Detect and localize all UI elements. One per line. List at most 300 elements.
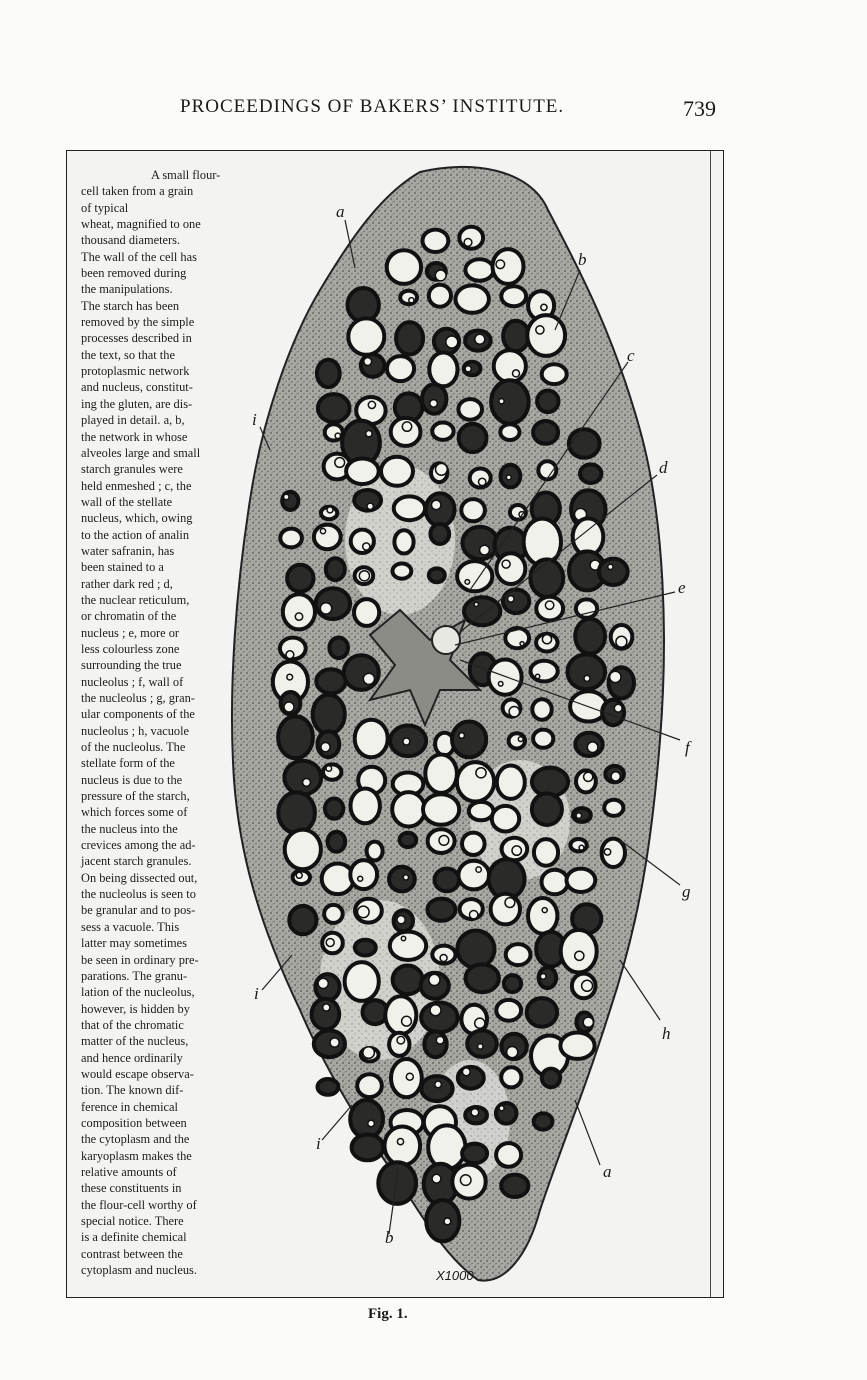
starch-alveole	[569, 429, 600, 458]
small-starch-granule	[359, 571, 369, 581]
small-starch-granule	[610, 671, 621, 682]
starch-alveole	[534, 839, 558, 866]
small-starch-granule	[326, 766, 332, 772]
caption-line: ular components of the	[81, 707, 195, 722]
caption-line: nucleus is due to the	[81, 772, 183, 787]
starch-alveole	[542, 870, 568, 895]
starch-alveole	[492, 806, 519, 832]
small-starch-granule	[436, 1036, 444, 1044]
caption-line: The starch has been	[81, 298, 180, 313]
starch-alveole	[287, 565, 313, 592]
starch-alveole	[278, 716, 313, 758]
small-starch-granule	[403, 875, 408, 880]
starch-alveole	[506, 944, 531, 965]
caption-line: relative amounts of	[81, 1164, 177, 1179]
caption-line: alveoles large and small	[81, 445, 201, 460]
starch-alveole	[344, 655, 379, 690]
starch-alveole	[528, 898, 557, 934]
small-starch-granule	[430, 1005, 441, 1016]
caption-line: nucleolus ; h, vacuole	[81, 723, 190, 738]
caption-line: parations. The granu-	[81, 968, 188, 983]
starch-alveole	[532, 699, 551, 719]
caption-line: that of the chromatic	[81, 1017, 184, 1032]
caption-line: be granular and to pos-	[81, 903, 196, 918]
starch-alveole	[560, 1033, 594, 1059]
starch-alveole	[355, 720, 388, 758]
small-starch-granule	[542, 908, 547, 913]
starch-alveole	[501, 1175, 528, 1197]
starch-alveole	[570, 839, 586, 851]
starch-alveole	[599, 559, 628, 585]
starch-alveole	[316, 669, 345, 693]
small-starch-granule	[296, 872, 302, 878]
caption-line: the flour-cell worthy of	[81, 1197, 197, 1212]
starch-alveole	[346, 459, 379, 485]
starch-alveole	[462, 833, 485, 855]
label-a-bottom: a	[603, 1162, 612, 1181]
small-starch-granule	[498, 682, 503, 687]
starch-alveole	[542, 364, 567, 384]
small-starch-granule	[471, 1109, 479, 1117]
caption-line: jacent starch granules.	[81, 854, 192, 869]
caption-line: of the nucleolus. The	[81, 740, 186, 755]
starch-alveole	[503, 321, 529, 352]
caption-line: however, is hidden by	[81, 1001, 190, 1016]
starch-alveole	[429, 568, 445, 582]
starch-alveole	[400, 291, 417, 304]
starch-alveole	[496, 1143, 521, 1167]
starch-alveole	[489, 660, 522, 695]
starch-alveole	[325, 799, 343, 819]
small-starch-granule	[363, 1047, 375, 1059]
starch-alveole	[527, 315, 565, 356]
starch-alveole	[424, 1031, 446, 1057]
label-i-top: i	[252, 410, 257, 429]
label-a-top: a	[336, 202, 345, 221]
small-starch-granule	[287, 674, 293, 680]
caption-line: been stained to a	[81, 560, 164, 575]
label-g: g	[682, 882, 691, 901]
small-starch-granule	[506, 475, 511, 480]
starch-alveole	[532, 793, 562, 825]
starch-alveole	[314, 1031, 345, 1058]
starch-alveole	[432, 423, 453, 440]
small-starch-granule	[444, 1218, 451, 1225]
small-starch-granule	[358, 876, 363, 881]
small-starch-granule	[575, 951, 584, 960]
starch-alveole	[285, 830, 321, 870]
small-starch-granule	[446, 336, 458, 348]
caption-line: matter of the nucleus,	[81, 1034, 189, 1049]
caption-line: the nucleolus is seen to	[81, 887, 196, 902]
small-starch-granule	[535, 674, 539, 678]
small-starch-granule	[366, 431, 372, 437]
label-f: f	[685, 738, 690, 757]
starch-alveole	[421, 1076, 452, 1101]
running-title: PROCEEDINGS OF BAKERS’ INSTITUTE.	[180, 96, 565, 117]
small-starch-granule	[502, 560, 510, 568]
starch-alveole	[354, 599, 379, 626]
caption-line: A small flour-	[151, 168, 221, 182]
starch-alveole	[500, 424, 519, 440]
small-starch-granule	[440, 955, 447, 962]
small-starch-granule	[611, 772, 620, 781]
caption-line: nucleus, which, owing	[81, 511, 193, 526]
caption-line: played in detail. a, b,	[81, 413, 185, 428]
caption-line: crevices among the ad-	[81, 838, 196, 853]
starch-alveole	[385, 996, 416, 1034]
small-starch-granule	[358, 906, 370, 918]
starch-alveole	[456, 285, 489, 312]
label-b-top: b	[578, 250, 587, 269]
small-starch-granule	[403, 738, 410, 745]
small-starch-granule	[460, 1175, 471, 1186]
starch-alveole	[316, 588, 350, 619]
small-starch-granule	[439, 836, 449, 846]
small-starch-granule	[540, 974, 546, 980]
caption-line: composition between	[81, 1115, 187, 1130]
caption-line: the cytoplasm and the	[81, 1132, 190, 1147]
caption-line: cytoplasm and nucleus.	[81, 1263, 197, 1278]
small-starch-granule	[542, 635, 551, 644]
starch-alveole	[400, 833, 417, 847]
small-starch-granule	[327, 507, 333, 513]
starch-alveole	[425, 755, 457, 793]
caption-line: pressure of the starch,	[81, 789, 190, 804]
starch-alveole	[496, 1103, 517, 1124]
small-starch-granule	[432, 1174, 441, 1183]
starch-alveole	[350, 860, 377, 889]
starch-alveole	[348, 318, 384, 354]
starch-alveole	[461, 499, 485, 521]
starch-alveole	[390, 932, 426, 960]
starch-alveole	[313, 695, 345, 734]
label-h: h	[662, 1024, 671, 1043]
caption-line: water safranin, has	[81, 543, 175, 558]
small-starch-granule	[476, 867, 481, 872]
caption-line: cell taken from a grain	[81, 184, 194, 199]
starch-alveole	[350, 1100, 383, 1138]
small-starch-granule	[364, 358, 372, 366]
caption-line: contrast between the	[81, 1246, 183, 1261]
starch-alveole	[542, 1069, 560, 1088]
starch-alveole	[387, 250, 421, 284]
starch-alveole	[458, 399, 482, 420]
small-starch-granule	[326, 939, 334, 947]
small-starch-granule	[363, 543, 370, 550]
caption-line: the nuclear reticulum,	[81, 592, 190, 607]
small-starch-granule	[509, 707, 519, 717]
small-starch-granule	[295, 613, 302, 620]
caption-line: is a definite chemical	[81, 1230, 187, 1245]
starch-alveole	[427, 899, 455, 921]
caption-line: ference in chemical	[81, 1099, 178, 1114]
small-starch-granule	[335, 433, 340, 438]
small-starch-granule	[616, 636, 627, 647]
nucleolus	[432, 626, 460, 654]
starch-alveole	[351, 789, 380, 824]
small-starch-granule	[604, 849, 610, 855]
small-starch-granule	[368, 1120, 375, 1127]
magnification-mark: X1000	[436, 1268, 474, 1283]
small-starch-granule	[496, 260, 505, 269]
small-starch-granule	[512, 846, 521, 855]
small-starch-granule	[465, 580, 470, 585]
starch-alveole	[393, 966, 423, 995]
small-starch-granule	[284, 702, 294, 712]
small-starch-granule	[397, 1036, 405, 1044]
starch-alveole	[466, 964, 499, 992]
starch-alveole	[389, 867, 415, 892]
starch-alveole	[503, 590, 529, 614]
small-starch-granule	[614, 704, 622, 712]
small-starch-granule	[508, 596, 514, 602]
starch-alveole	[568, 654, 606, 689]
starch-alveole	[497, 553, 526, 584]
small-starch-granule	[499, 399, 504, 404]
starch-alveole	[361, 354, 385, 377]
small-starch-granule	[520, 642, 524, 646]
starch-alveole	[317, 360, 340, 387]
caption-line: On being dissected out,	[81, 870, 198, 885]
small-starch-granule	[435, 270, 446, 281]
caption-line: tion. The known dif-	[81, 1083, 184, 1098]
caption-line: or chromatin of the	[81, 609, 177, 624]
caption-line: sess a vacuole. This	[81, 919, 180, 934]
starch-alveole	[280, 529, 302, 548]
caption-line: lation of the nucleolus,	[81, 985, 195, 1000]
starch-alveole	[396, 322, 423, 354]
small-starch-granule	[576, 813, 581, 818]
starch-alveole	[345, 962, 379, 1001]
caption-line: the nucleus into the	[81, 821, 178, 836]
caption-line: the text, so that the	[81, 347, 175, 362]
small-starch-granule	[321, 743, 330, 752]
small-starch-granule	[470, 911, 478, 919]
starch-alveole	[283, 594, 315, 629]
starch-alveole	[324, 905, 343, 923]
caption-line: less colourless zone	[81, 641, 180, 656]
starch-alveole	[458, 861, 489, 890]
caption-line: and hence ordinarily	[81, 1050, 183, 1065]
starch-alveole	[567, 869, 596, 892]
caption-line: would escape observa-	[81, 1066, 194, 1081]
small-starch-granule	[330, 1038, 339, 1047]
starch-alveole	[464, 597, 500, 625]
starch-alveole	[501, 286, 526, 306]
starch-alveole	[429, 353, 457, 387]
small-starch-granule	[367, 503, 373, 509]
page-number: 739	[683, 96, 716, 121]
starch-alveole	[423, 794, 459, 825]
small-starch-granule	[368, 401, 375, 408]
caption-line: surrounding the true	[81, 658, 182, 673]
label-b-bottom: b	[385, 1228, 394, 1247]
small-starch-granule	[464, 239, 472, 247]
small-starch-granule	[505, 898, 515, 908]
small-starch-granule	[608, 564, 613, 569]
small-starch-granule	[406, 1073, 413, 1080]
caption-line: which forces some of	[81, 805, 188, 820]
starch-alveole	[497, 766, 525, 799]
label-d: d	[659, 458, 668, 477]
small-starch-granule	[320, 529, 325, 534]
small-starch-granule	[435, 1081, 442, 1088]
caption-line: be seen in ordinary pre-	[81, 952, 199, 967]
caption-line: these constituents in	[81, 1181, 182, 1196]
starch-alveole	[604, 800, 623, 816]
starch-alveole	[318, 1079, 339, 1095]
starch-alveole	[357, 1074, 382, 1097]
small-starch-granule	[335, 458, 345, 468]
starch-alveole	[378, 1162, 416, 1204]
starch-alveole	[435, 869, 460, 892]
caption-line: starch granules were	[81, 462, 183, 477]
small-starch-granule	[478, 1044, 483, 1049]
starch-alveole	[284, 761, 321, 795]
small-starch-granule	[541, 304, 547, 310]
small-starch-granule	[303, 779, 311, 787]
label-e: e	[678, 578, 686, 597]
starch-alveole	[393, 564, 412, 579]
starch-alveole	[504, 975, 521, 992]
starch-alveole	[491, 380, 529, 423]
label-c: c	[627, 346, 635, 365]
starch-alveole	[533, 730, 553, 748]
small-starch-granule	[513, 370, 520, 377]
starch-alveole	[457, 762, 494, 801]
caption-line: removed by the simple	[81, 315, 195, 330]
small-starch-granule	[429, 974, 440, 985]
small-starch-granule	[462, 1068, 470, 1076]
caption-line: stellate form of the	[81, 756, 175, 771]
small-starch-granule	[545, 601, 553, 609]
small-starch-granule	[475, 1018, 485, 1028]
caption-line: the manipulations.	[81, 282, 173, 297]
starch-alveole	[355, 940, 376, 956]
small-starch-granule	[518, 737, 523, 742]
figure-caption: Fig. 1.	[368, 1306, 408, 1322]
starch-alveole	[531, 661, 558, 682]
starch-alveole	[505, 628, 529, 648]
starch-alveole	[428, 1125, 465, 1169]
small-starch-granule	[584, 675, 590, 681]
small-starch-granule	[587, 742, 598, 753]
label-i-low: i	[316, 1134, 321, 1153]
caption-line: wall of the stellate	[81, 494, 173, 509]
label-i-mid: i	[254, 984, 259, 1003]
starch-alveole	[429, 285, 451, 307]
caption-line: processes described in	[81, 331, 192, 346]
small-starch-granule	[284, 494, 289, 499]
starch-alveole	[326, 558, 345, 580]
caption-line: the nucleolus ; g, gran-	[81, 691, 195, 705]
small-starch-granule	[320, 603, 331, 614]
starch-alveole	[278, 792, 315, 833]
starch-alveole	[387, 356, 414, 381]
starch-alveole	[351, 530, 374, 553]
starch-alveole	[496, 1000, 521, 1021]
starch-alveole	[423, 230, 449, 252]
caption-line: protoplasmic network	[81, 364, 190, 379]
caption-line: nucleolus ; f, wall of	[81, 674, 184, 689]
caption-line: special notice. There	[81, 1214, 184, 1228]
small-starch-granule	[480, 545, 490, 555]
caption-line: The wall of the cell has	[81, 249, 197, 264]
caption-line: held enmeshed ; c, the	[81, 478, 192, 493]
starch-alveole	[575, 619, 605, 654]
small-starch-granule	[432, 500, 441, 509]
starch-alveole	[381, 457, 413, 486]
small-starch-granule	[409, 298, 414, 303]
caption-line: to the action of analin	[81, 527, 190, 542]
starch-alveole	[318, 394, 350, 422]
starch-alveole	[491, 894, 520, 925]
starch-alveole	[527, 998, 557, 1027]
small-starch-granule	[286, 651, 294, 659]
caption-line: the network in whose	[81, 429, 188, 444]
starch-alveole	[367, 842, 383, 861]
starch-alveole	[465, 259, 493, 280]
starch-alveole	[462, 1144, 487, 1164]
starch-alveole	[426, 1200, 459, 1241]
starch-alveole	[328, 832, 346, 852]
small-starch-granule	[474, 602, 478, 606]
caption-line: wheat, magnified to one	[81, 217, 201, 232]
starch-alveole	[457, 931, 494, 968]
caption-line: latter may sometimes	[81, 936, 187, 951]
small-starch-granule	[579, 845, 584, 850]
small-starch-granule	[499, 1106, 504, 1111]
caption-line: karyoplasm makes the	[81, 1148, 192, 1163]
small-starch-granule	[397, 916, 405, 924]
starch-alveole	[530, 559, 563, 597]
small-starch-granule	[475, 334, 485, 344]
caption-line: rather dark red ; d,	[81, 576, 173, 591]
small-starch-granule	[318, 978, 328, 988]
small-starch-granule	[363, 673, 374, 684]
starch-alveole	[430, 524, 449, 544]
small-starch-granule	[583, 1017, 593, 1027]
caption-line: ing the gluten, are dis-	[81, 396, 193, 411]
caption-line: and nucleus, constitut-	[81, 380, 193, 395]
small-starch-granule	[323, 1004, 330, 1011]
small-starch-granule	[479, 478, 486, 485]
starch-alveole	[459, 424, 487, 452]
caption-line: thousand diameters.	[81, 233, 181, 248]
small-starch-granule	[402, 1016, 412, 1026]
starch-alveole	[537, 391, 558, 413]
small-starch-granule	[402, 422, 411, 431]
starch-alveole	[533, 421, 558, 444]
small-starch-granule	[401, 936, 405, 940]
small-starch-granule	[436, 463, 448, 475]
starch-alveole	[452, 722, 486, 758]
starch-alveole	[314, 525, 341, 550]
starch-alveole	[385, 1127, 421, 1166]
caption-line: nucleus ; e, more or	[81, 625, 180, 640]
small-starch-granule	[584, 772, 593, 781]
small-starch-granule	[430, 400, 438, 408]
starch-alveole	[458, 1067, 484, 1089]
starch-alveole	[289, 906, 316, 934]
starch-alveole	[462, 527, 497, 560]
small-starch-granule	[465, 366, 471, 372]
starch-alveole	[394, 530, 413, 553]
small-starch-granule	[507, 1047, 518, 1058]
caption-line: of typical	[81, 200, 129, 215]
starch-alveole	[329, 638, 348, 659]
